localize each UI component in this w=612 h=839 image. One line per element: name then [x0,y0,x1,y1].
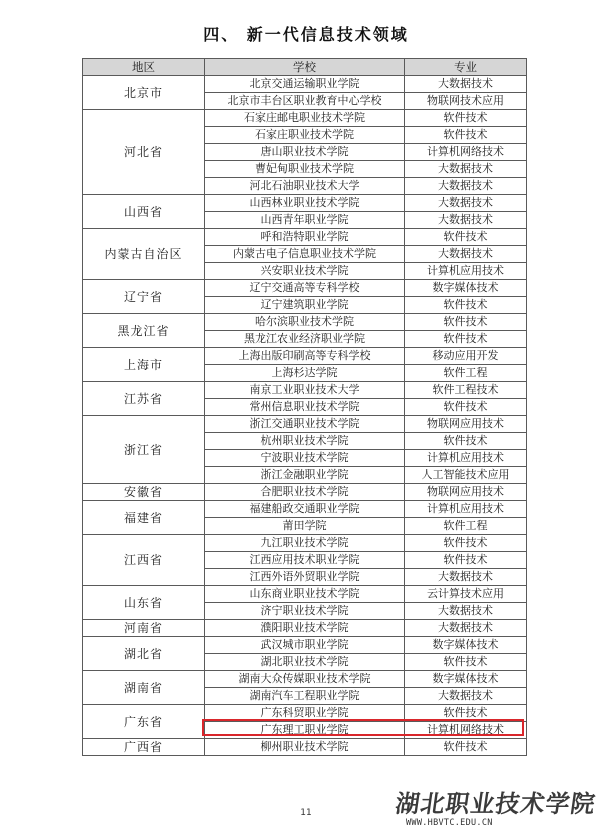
major-cell: 大数据技术 [405,76,527,93]
major-cell: 大数据技术 [405,688,527,705]
table-row [83,416,527,433]
major-cell: 大数据技术 [405,161,527,178]
major-cell: 软件工程技术 [405,382,527,399]
major-cell: 物联网应用技术 [405,416,527,433]
school-cell: 浙江交通职业技术学院 [205,416,405,433]
region-cell: 江苏省 [83,382,205,416]
table-row [83,637,527,654]
school-cell: 宁波职业技术学院 [205,450,405,467]
region-cell: 福建省 [83,501,205,535]
table-row [83,229,527,246]
school-cell: 哈尔滨职业技术学院 [205,314,405,331]
school-cell: 山西青年职业学院 [205,212,405,229]
school-cell: 唐山职业技术学院 [205,144,405,161]
major-cell: 计算机应用技术 [405,450,527,467]
region-cell: 安徽省 [83,484,205,501]
major-cell: 软件技术 [405,739,527,756]
major-cell: 大数据技术 [405,178,527,195]
school-cell: 济宁职业技术学院 [205,603,405,620]
school-cell: 武汉城市职业学院 [205,637,405,654]
school-cell: 兴安职业技术学院 [205,263,405,280]
major-cell: 软件技术 [405,297,527,314]
school-cell: 辽宁建筑职业学院 [205,297,405,314]
school-cell: 山西林业职业技术学院 [205,195,405,212]
region-cell: 河北省 [83,110,205,195]
school-cell: 合肥职业技术学院 [205,484,405,501]
table-row [83,671,527,688]
major-cell: 软件工程 [405,518,527,535]
school-cell: 湖北职业技术学院 [205,654,405,671]
school-cell: 上海出版印刷高等专科学校 [205,348,405,365]
school-cell: 北京交通运输职业学院 [205,76,405,93]
school-cell: 江西应用技术职业学院 [205,552,405,569]
school-cell: 浙江金融职业学院 [205,467,405,484]
region-cell: 江西省 [83,535,205,586]
school-cell: 湖南汽车工程职业学院 [205,688,405,705]
header-region: 地区 [83,59,205,76]
major-cell: 数字媒体技术 [405,637,527,654]
school-cell: 莆田学院 [205,518,405,535]
table-row [83,739,527,756]
table-row [83,501,527,518]
table-row [83,535,527,552]
major-cell: 大数据技术 [405,620,527,637]
table-row [83,195,527,212]
watermark-logo: 湖北职业技术学院 [393,789,598,818]
school-cell: 福建船政交通职业学院 [205,501,405,518]
school-cell: 广东理工职业学院 [205,722,405,739]
school-cell: 黑龙江农业经济职业学院 [205,331,405,348]
major-cell: 软件技术 [405,331,527,348]
region-cell: 广东省 [83,705,205,739]
major-cell: 大数据技术 [405,246,527,263]
major-cell: 大数据技术 [405,212,527,229]
major-cell: 物联网技术应用 [405,93,527,110]
table-row [83,110,527,127]
major-cell: 软件技术 [405,535,527,552]
major-cell: 软件工程 [405,365,527,382]
school-cell: 杭州职业技术学院 [205,433,405,450]
region-cell: 湖南省 [83,671,205,705]
school-cell: 广东科贸职业学院 [205,705,405,722]
major-cell: 软件技术 [405,314,527,331]
major-cell: 软件技术 [405,127,527,144]
region-cell: 广西省 [83,739,205,756]
section-title: 四、 新一代信息技术领域 [203,25,409,44]
major-cell: 大数据技术 [405,603,527,620]
major-cell: 软件技术 [405,433,527,450]
watermark [392,782,604,836]
major-cell: 数字媒体技术 [405,671,527,688]
major-cell: 大数据技术 [405,569,527,586]
school-cell: 江西外语外贸职业学院 [205,569,405,586]
page-number: 11 [300,808,312,818]
region-cell: 浙江省 [83,416,205,484]
table-row [83,76,527,93]
major-cell: 软件技术 [405,229,527,246]
majors-table [82,58,527,756]
table-row [83,280,527,297]
school-cell: 常州信息职业技术学院 [205,399,405,416]
table-row [83,586,527,603]
school-cell: 柳州职业技术学院 [205,739,405,756]
major-cell: 软件技术 [405,654,527,671]
table-row [83,348,527,365]
header-major: 专业 [405,59,527,76]
table-header-row [83,59,527,76]
school-cell: 九江职业技术学院 [205,535,405,552]
major-cell: 云计算技术应用 [405,586,527,603]
school-cell: 河北石油职业技术大学 [205,178,405,195]
table-row [83,314,527,331]
major-cell: 物联网应用技术 [405,484,527,501]
major-cell: 软件技术 [405,110,527,127]
table-row [83,620,527,637]
table-row [83,382,527,399]
major-cell: 移动应用开发 [405,348,527,365]
major-cell: 计算机网络技术 [405,722,527,739]
region-cell: 山东省 [83,586,205,620]
major-cell: 人工智能技术应用 [405,467,527,484]
region-cell: 湖北省 [83,637,205,671]
school-cell: 北京市丰台区职业教育中心学校 [205,93,405,110]
major-cell: 计算机网络技术 [405,144,527,161]
major-cell: 数字媒体技术 [405,280,527,297]
major-cell: 软件技术 [405,399,527,416]
major-cell: 大数据技术 [405,195,527,212]
school-cell: 南京工业职业技术大学 [205,382,405,399]
region-cell: 上海市 [83,348,205,382]
school-cell: 湖南大众传媒职业技术学院 [205,671,405,688]
table-body [83,76,527,756]
region-cell: 辽宁省 [83,280,205,314]
region-cell: 山西省 [83,195,205,229]
major-cell: 软件技术 [405,705,527,722]
header-school: 学校 [205,59,405,76]
school-cell: 上海杉达学院 [205,365,405,382]
major-cell: 软件技术 [405,552,527,569]
region-cell: 黑龙江省 [83,314,205,348]
school-cell: 内蒙古电子信息职业技术学院 [205,246,405,263]
school-cell: 石家庄职业技术学院 [205,127,405,144]
school-cell: 濮阳职业技术学院 [205,620,405,637]
table-row [83,484,527,501]
school-cell: 辽宁交通高等专科学校 [205,280,405,297]
major-cell: 计算机应用技术 [405,501,527,518]
region-cell: 北京市 [83,76,205,110]
school-cell: 石家庄邮电职业技术学院 [205,110,405,127]
school-cell: 曹妃甸职业技术学院 [205,161,405,178]
region-cell: 河南省 [83,620,205,637]
watermark-url: WWW.HBVTC.EDU.CN [406,818,493,828]
table-row [83,705,527,722]
school-cell: 呼和浩特职业学院 [205,229,405,246]
region-cell: 内蒙古自治区 [83,229,205,280]
major-cell: 计算机应用技术 [405,263,527,280]
school-cell: 山东商业职业技术学院 [205,586,405,603]
